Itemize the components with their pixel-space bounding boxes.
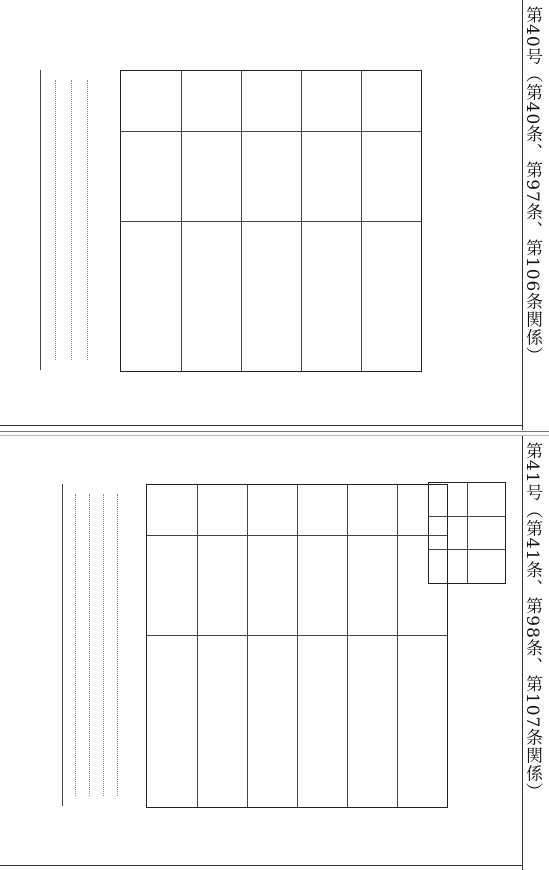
- grid-line: [247, 485, 248, 807]
- note-line: [89, 494, 90, 796]
- form-41-grid: [146, 484, 448, 808]
- form-40-bottom-rule: [0, 425, 523, 426]
- note-line: [75, 494, 76, 796]
- grid-line: [121, 131, 421, 132]
- grid-line: [197, 485, 198, 807]
- note-line: [87, 80, 88, 360]
- form-41-bottom-rule: [0, 865, 523, 866]
- form-41-page: [0, 436, 549, 870]
- form-40-heading-strip: [522, 0, 549, 430]
- grid-line: [397, 485, 398, 807]
- note-line: [55, 80, 56, 360]
- grid-line: [121, 221, 421, 222]
- form-40-notes: [40, 70, 111, 370]
- note-line: [71, 80, 72, 360]
- grid-line: [147, 535, 447, 536]
- form-40-heading: 第40号（第40条、第97条、第106条関係）: [522, 6, 542, 365]
- form-41-heading: 第41号（第41条、第98条、第107条関係）: [522, 442, 542, 801]
- form-40-grid: [120, 70, 422, 372]
- form-41-notes: [62, 484, 137, 806]
- form-40-page: [0, 0, 549, 430]
- note-line: [103, 494, 104, 796]
- grid-line: [347, 485, 348, 807]
- form-41-heading-strip: [522, 436, 549, 870]
- grid-line: [467, 483, 468, 583]
- grid-line: [297, 485, 298, 807]
- note-line: [117, 494, 118, 796]
- grid-line: [147, 635, 447, 636]
